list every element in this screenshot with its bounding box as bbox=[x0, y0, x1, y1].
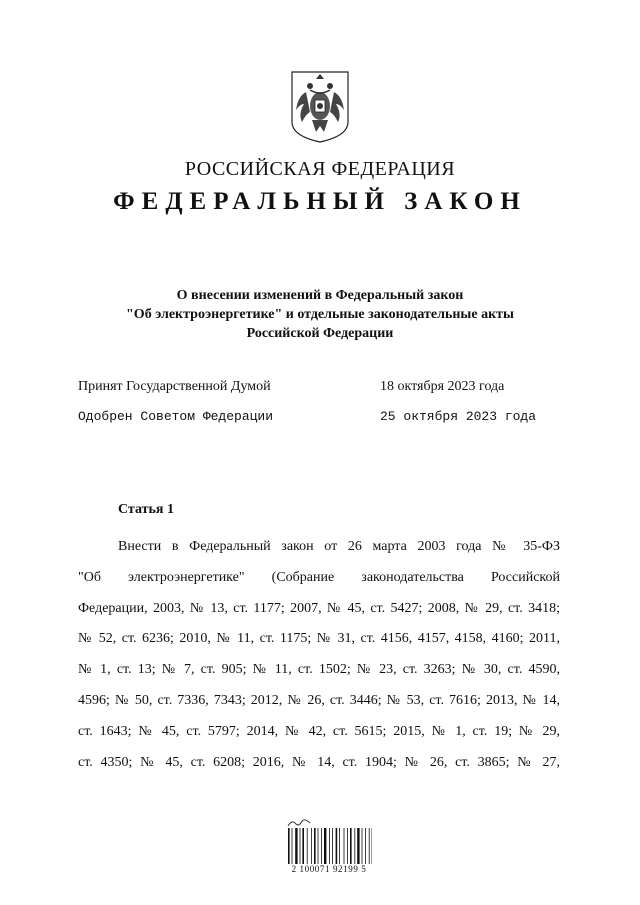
double-headed-eagle-icon bbox=[290, 70, 350, 144]
barcode-bar bbox=[324, 828, 326, 864]
country-name: РОССИЙСКАЯ ФЕДЕРАЦИЯ bbox=[184, 158, 456, 180]
state-emblem bbox=[290, 70, 350, 144]
document-type: ФЕДЕРАЛЬНЫЙ ЗАКОН bbox=[113, 188, 527, 215]
duma-label: Принят Государственной Думой bbox=[78, 379, 271, 394]
barcode-bar bbox=[288, 828, 290, 864]
barcode-bar bbox=[311, 828, 312, 864]
barcode-bar bbox=[292, 828, 293, 864]
barcode-bar bbox=[354, 828, 355, 864]
body-line: № 52, ст. 6236; 2010, № 11, ст. 1175; № 31, ст. 4156, 4157, 4158, 4160; 2011, bbox=[78, 631, 560, 647]
barcode-bar bbox=[302, 828, 304, 864]
barcode-bar bbox=[369, 828, 370, 864]
article-heading: Статья 1 bbox=[118, 502, 174, 517]
body-line: "Об электроэнергетике" (Собрание законодательства Российской bbox=[78, 569, 560, 585]
barcode-bars-icon bbox=[288, 828, 372, 864]
body-line: 4596; № 50, ст. 7336, 7343; 2012, № 26, ст. 3446; № 53, ст. 7616; 2013, № 14, bbox=[78, 692, 560, 708]
barcode-bar bbox=[321, 828, 322, 864]
barcode-number: 2 100071 92199 5 bbox=[291, 864, 367, 874]
barcode-bar bbox=[307, 828, 308, 864]
barcode-bar bbox=[344, 828, 345, 864]
barcode-bar bbox=[329, 828, 330, 864]
council-date: 25 октября 2023 года bbox=[380, 409, 537, 424]
barcode-bar bbox=[314, 828, 316, 864]
barcode-bar bbox=[350, 828, 352, 864]
duma-date: 18 октября 2023 года bbox=[380, 379, 505, 394]
barcode-bar bbox=[318, 828, 319, 864]
barcode-bar bbox=[347, 828, 348, 864]
body-line: Внести в Федеральный закон от 26 марта 2003 года № 35-ФЗ bbox=[118, 539, 560, 554]
barcode-bar bbox=[365, 828, 366, 864]
body-line: № 1, ст. 13; № 7, ст. 905; № 11, ст. 1502; № 23, ст. 3263; № 30, ст. 4590, bbox=[78, 662, 560, 678]
barcode-bar bbox=[332, 828, 333, 864]
document-barcode bbox=[284, 818, 374, 880]
body-line: ст. 1643; № 45, ст. 5797; 2014, № 42, ст. 5615; 2015, № 1, ст. 19; № 29, bbox=[78, 723, 560, 739]
body-line: Федерации, 2003, № 13, ст. 1177; 2007, № 45, ст. 5427; 2008, № 29, ст. 3418; bbox=[78, 600, 560, 616]
barcode-bar bbox=[357, 828, 359, 864]
law-title-line: Российской Федерации bbox=[246, 326, 394, 341]
handwritten-mark-icon bbox=[286, 818, 312, 828]
article-body bbox=[78, 532, 560, 778]
law-title bbox=[0, 286, 640, 343]
law-title-line: О внесении изменений в Федеральный закон bbox=[176, 288, 464, 303]
duma-adoption-row bbox=[78, 379, 558, 395]
council-label: Одобрен Советом Федерации bbox=[78, 409, 274, 424]
barcode-bar bbox=[336, 828, 338, 864]
barcode-bar bbox=[362, 828, 363, 864]
law-title-line: "Об электроэнергетике" и отдельные законодательные акты bbox=[126, 307, 514, 322]
body-line: ст. 4350; № 45, ст. 6208; 2016, № 14, ст. 1904; № 26, ст. 3865; № 27, bbox=[78, 754, 560, 770]
barcode-bar bbox=[339, 828, 340, 864]
council-approval-row bbox=[78, 409, 558, 424]
barcode-bar bbox=[300, 828, 301, 864]
barcode-bar bbox=[295, 828, 297, 864]
